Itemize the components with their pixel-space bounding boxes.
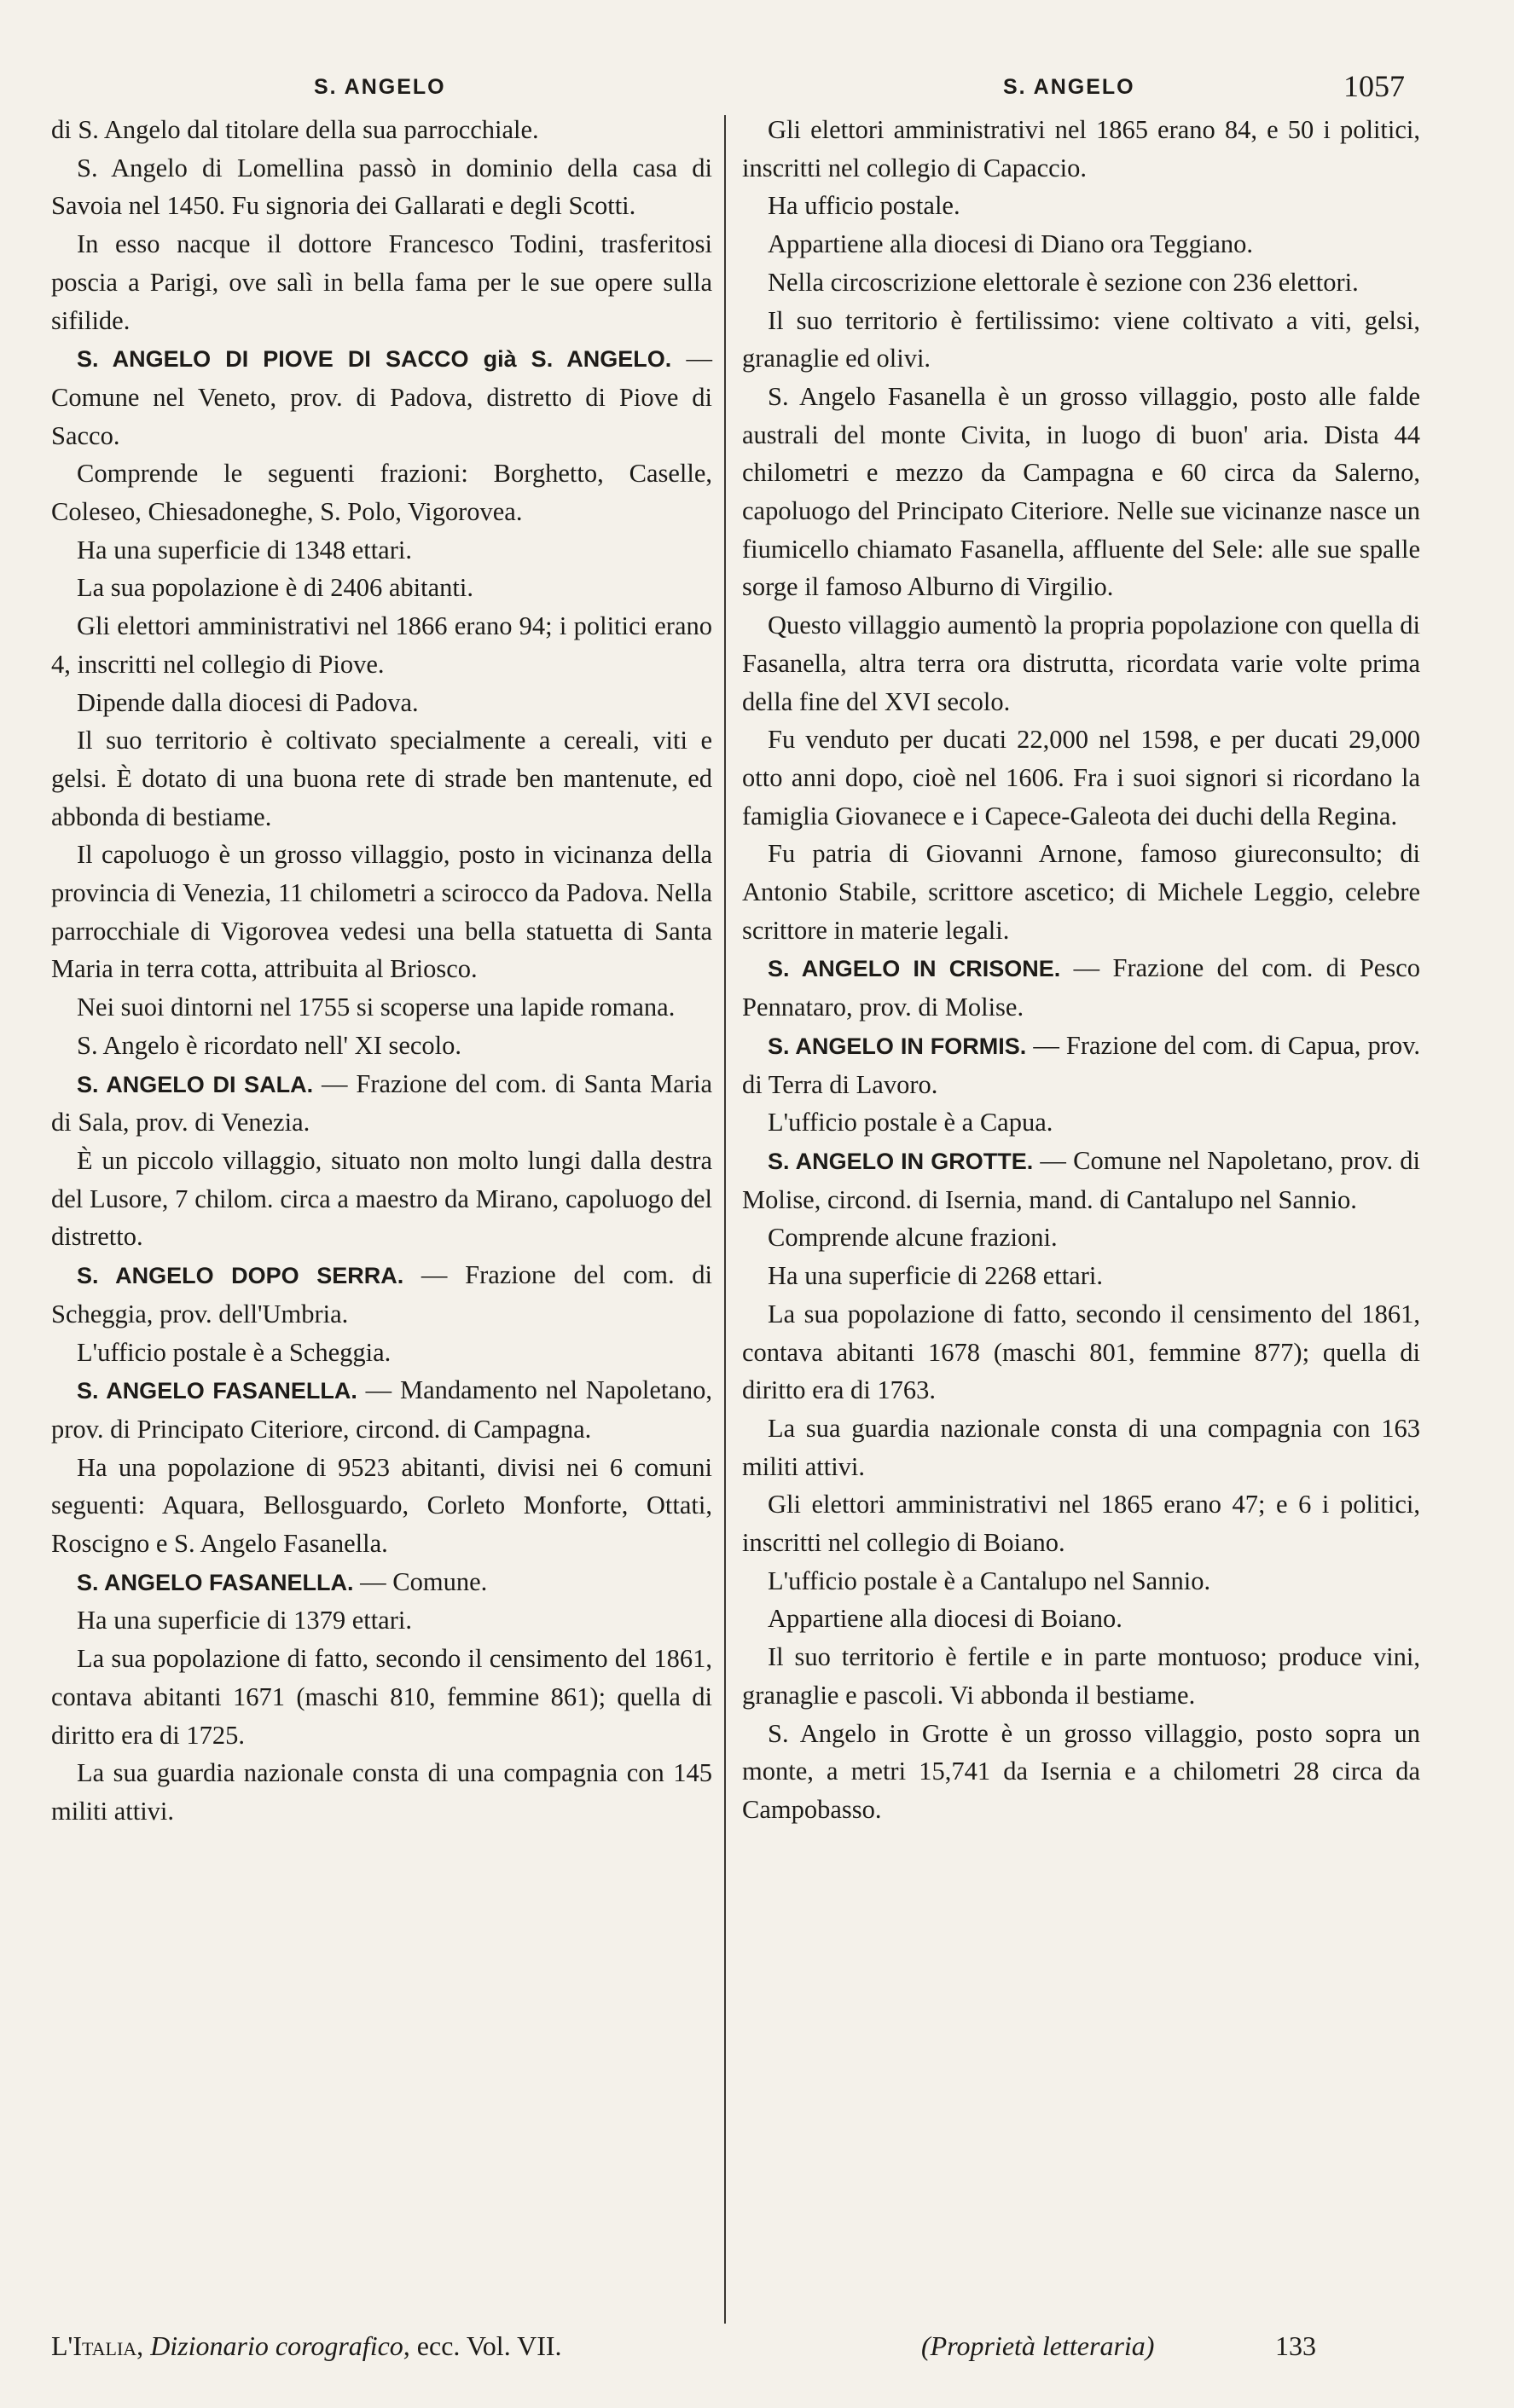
- paragraph-text: Appartiene alla diocesi di Boiano.: [768, 1604, 1122, 1634]
- paragraph-text: Ha una superficie di 1379 ettari.: [77, 1606, 412, 1635]
- paragraph: [742, 1638, 1420, 1714]
- paragraph: [742, 835, 1420, 949]
- footer-signature: 133: [1275, 2330, 1316, 2361]
- paragraph: [51, 1754, 712, 1830]
- paragraph: [51, 149, 712, 225]
- paragraph-text: L'ufficio postale è a Capua.: [768, 1108, 1053, 1137]
- entry-title: S. ANGELO FASANELLA.: [77, 1569, 354, 1595]
- paragraph: [742, 721, 1420, 835]
- paragraph-text: Fu patria di Giovanni Arnone, famoso giureconsulto; di Antonio Stabile, scrittore ascetico; di Michele Leggio, celebre scrittore in materie legali.: [742, 839, 1420, 945]
- paragraph-text: Ha una popolazione di 9523 abitanti, divisi nei 6 comuni seguenti: Aquara, Bellosguardo, Corleto Monforte, Ottati, Roscigno e S. Angelo Fasanella.: [51, 1452, 712, 1559]
- paragraph-text: Ha ufficio postale.: [768, 191, 960, 221]
- page-footer: [51, 2330, 1416, 2362]
- paragraph-text: S. Angelo di Lomellina passò in dominio della casa di Savoia nel 1450. Fu signoria dei Gallarati e degli Scotti.: [51, 153, 712, 221]
- paragraph-text: La sua guardia nazionale consta di una compagnia con 163 militi attivi.: [742, 1413, 1420, 1481]
- paragraph: [51, 1449, 712, 1563]
- entry-title: S. ANGELO IN GROTTE.: [768, 1148, 1034, 1174]
- paragraph: [51, 1601, 712, 1640]
- paragraph-text: S. Angelo in Grotte è un grosso villaggio, posto sopra un monte, a metri 15,741 da Isernia e a chilometri 28 circa da Campobasso.: [742, 1718, 1420, 1824]
- paragraph: [51, 1142, 712, 1256]
- paragraph: [51, 1334, 712, 1372]
- entry-title: S. ANGELO FASANELLA.: [77, 1378, 357, 1404]
- paragraph: [742, 302, 1420, 378]
- left-column: [51, 111, 712, 1831]
- running-head-left: S. ANGELO: [314, 75, 446, 99]
- paragraph: [742, 1715, 1420, 1829]
- paragraph-text: Il suo territorio è coltivato specialmente a cereali, viti e gelsi. È dotato di una buona rete di strade ben mantenute, ed abbonda di bestiame.: [51, 726, 712, 831]
- paragraph-text: Gli elettori amministrativi nel 1866 erano 94; i politici erano 4, inscritti nel collegio di Piove.: [51, 611, 712, 679]
- paragraph-text: — Frazione del com. di Santa Maria di Sala, prov. di Venezia.: [51, 1068, 712, 1137]
- footer-volume: ecc. Vol. VII.: [416, 2330, 562, 2361]
- paragraph: [51, 111, 712, 149]
- paragraph-text: Gli elettori amministrativi nel 1865 erano 47; e 6 i politici, inscritti nel collegio di Boiano.: [742, 1490, 1420, 1558]
- paragraph: [51, 225, 712, 339]
- paragraph-text: di S. Angelo dal titolare della sua parrocchiale.: [51, 115, 539, 144]
- entry-title: S. ANGELO DI SALA.: [77, 1071, 314, 1097]
- paragraph-text: S. Angelo Fasanella è un grosso villaggio, posto alle falde australi del monte Civita, in luogo di buon' aria. Dista 44 chilometri e mezzo da Campagna e 60 circa da Salerno, capoluogo del Principato Citeriore. Nelle sue vicinanze nasce un fiumicello chiamato Fasanella, affluente del Sele: alle sue spalle sorge il famoso Alburno di Virgilio.: [742, 381, 1420, 602]
- paragraph-text: — Mandamento nel Napoletano, prov. di Principato Citeriore, circond. di Campagna.: [51, 1375, 712, 1444]
- paragraph: [51, 1027, 712, 1065]
- paragraph-text: La sua popolazione di fatto, secondo il censimento del 1861, contava abitanti 1678 (maschi 801, femmine 877); quella di diritto era di 1763.: [742, 1299, 1420, 1405]
- paragraph: [742, 1485, 1420, 1561]
- paragraph: [742, 606, 1420, 721]
- paragraph-text: Ha una superficie di 1348 ettari.: [77, 535, 412, 564]
- paragraph: [742, 1257, 1420, 1295]
- paragraph: [742, 1027, 1420, 1103]
- paragraph: [742, 1562, 1420, 1601]
- paragraph-text: — Comune nel Veneto, prov. di Padova, distretto di Piove di Sacco.: [51, 344, 713, 450]
- paragraph-text: È un piccolo villaggio, situato non molto lungi dalla destra del Lusore, 7 chilom. circa a maestro da Mirano, capoluogo del distretto.: [51, 1145, 712, 1252]
- right-column: [742, 111, 1420, 1829]
- footer-rights: (Proprietà letteraria): [921, 2330, 1155, 2361]
- footer-work-title: Dizionario corografico,: [150, 2330, 410, 2361]
- paragraph: [742, 1142, 1420, 1218]
- paragraph: [742, 225, 1420, 263]
- paragraph: [51, 836, 712, 988]
- paragraph-text: Appartiene alla diocesi di Diano ora Teggiano.: [768, 229, 1253, 259]
- paragraph-text: — Comune nel Napoletano, prov. di Molise, circond. di Isernia, mand. di Cantalupo nel Sannio.: [742, 1145, 1421, 1214]
- paragraph: [51, 721, 712, 836]
- paragraph-text: Il capoluogo è un grosso villaggio, posto in vicinanza della provincia di Venezia, 11 chilometri a scirocco da Padova. Nella parrocchiale di Vigorovea vedesi una bella statuetta di Santa Maria in terra cotta, attribuita al Briosco.: [51, 840, 712, 984]
- paragraph: [51, 607, 712, 683]
- paragraph: [51, 1256, 712, 1333]
- entry-title: S. ANGELO IN FORMIS.: [768, 1033, 1027, 1059]
- paragraph: [51, 339, 712, 454]
- entry-title: S. ANGELO DOPO SERRA.: [77, 1263, 404, 1289]
- paragraph: [742, 1218, 1420, 1257]
- paragraph: [51, 454, 712, 530]
- paragraph: [51, 684, 712, 722]
- paragraph-text: S. Angelo è ricordato nell' XI secolo.: [77, 1030, 462, 1060]
- paragraph: [51, 1640, 712, 1754]
- paragraph: [742, 187, 1420, 225]
- paragraph-text: Il suo territorio è fertilissimo: viene coltivato a viti, gelsi, granaglie ed olivi.: [742, 305, 1420, 373]
- paragraph: [742, 1600, 1420, 1638]
- paragraph-text: — Frazione del com. di Capua, prov. di Terra di Lavoro.: [742, 1030, 1421, 1099]
- paragraph-text: Comprende le seguenti frazioni: Borghetto, Caselle, Coleseo, Chiesadoneghe, S. Polo, Vigorovea.: [51, 459, 712, 527]
- paragraph: [51, 1371, 712, 1448]
- paragraph: [742, 1295, 1420, 1409]
- footer-publication: L'Italia,: [51, 2330, 144, 2361]
- paragraph: [742, 949, 1420, 1026]
- paragraph-text: Questo villaggio aumentò la propria popolazione con quella di Fasanella, altra terra ora distrutta, ricordata varie volte prima della fine del XVI secolo.: [742, 611, 1420, 716]
- paragraph: [742, 111, 1420, 187]
- paragraph-text: Gli elettori amministrativi nel 1865 erano 84, e 50 i politici, inscritti nel collegio di Capaccio.: [742, 115, 1420, 182]
- paragraph: [742, 263, 1420, 302]
- entry-title: S. ANGELO DI PIOVE DI SACCO già S. ANGELO.: [77, 346, 672, 373]
- paragraph-text: Comprende alcune frazioni.: [768, 1223, 1058, 1253]
- paragraph-text: In esso nacque il dottore Francesco Todini, trasferitosi poscia a Parigi, ove salì in bella fama per le sue opere sulla sifilide.: [51, 229, 712, 335]
- paragraph-text: La sua guardia nazionale consta di una compagnia con 145 militi attivi.: [51, 1758, 712, 1826]
- paragraph-text: Nella circoscrizione elettorale è sezione con 236 elettori.: [768, 267, 1359, 297]
- paragraph-text: La sua popolazione di fatto, secondo il censimento del 1861, contava abitanti 1671 (maschi 810, femmine 861); quella di diritto era di 1725.: [51, 1644, 712, 1750]
- paragraph: [51, 1563, 712, 1602]
- entry-title: S. ANGELO IN CRISONE.: [768, 956, 1061, 982]
- paragraph-text: Ha una superficie di 2268 ettari.: [768, 1261, 1103, 1291]
- paragraph-text: Dipende dalla diocesi di Padova.: [77, 687, 419, 717]
- page-number: 1057: [1343, 69, 1405, 103]
- paragraph-text: — Frazione del com. di Pesco Pennataro, prov. di Molise.: [742, 953, 1420, 1022]
- paragraph-text: — Frazione del com. di Scheggia, prov. dell'Umbria.: [51, 1260, 712, 1328]
- paragraph: [51, 1065, 712, 1142]
- paragraph: [742, 378, 1420, 606]
- running-head-right: S. ANGELO: [1003, 75, 1135, 99]
- paragraph: [742, 1103, 1420, 1142]
- paragraph-text: L'ufficio postale è a Cantalupo nel Sannio.: [768, 1566, 1211, 1595]
- paragraph: [742, 1409, 1420, 1485]
- paragraph-text: L'ufficio postale è a Scheggia.: [77, 1337, 392, 1367]
- column-divider: [724, 115, 726, 2324]
- paragraph-text: Nei suoi dintorni nel 1755 si scoperse una lapide romana.: [77, 993, 676, 1022]
- paragraph: [51, 531, 712, 570]
- paragraph-text: La sua popolazione è di 2406 abitanti.: [77, 573, 473, 603]
- paragraph-text: — Comune.: [353, 1566, 488, 1596]
- paragraph: [51, 569, 712, 607]
- paragraph: [51, 988, 712, 1027]
- paragraph-text: Fu venduto per ducati 22,000 nel 1598, e per ducati 29,000 otto anni dopo, cioè nel 1606. Fra i suoi signori si ricordano la famiglia Giovanece e i Capece-Galeota dei duchi della Regina.: [742, 725, 1420, 831]
- paragraph-text: Il suo territorio è fertile e in parte montuoso; produce vini, granaglie e pascoli. Vi abbonda il bestiame.: [742, 1642, 1420, 1710]
